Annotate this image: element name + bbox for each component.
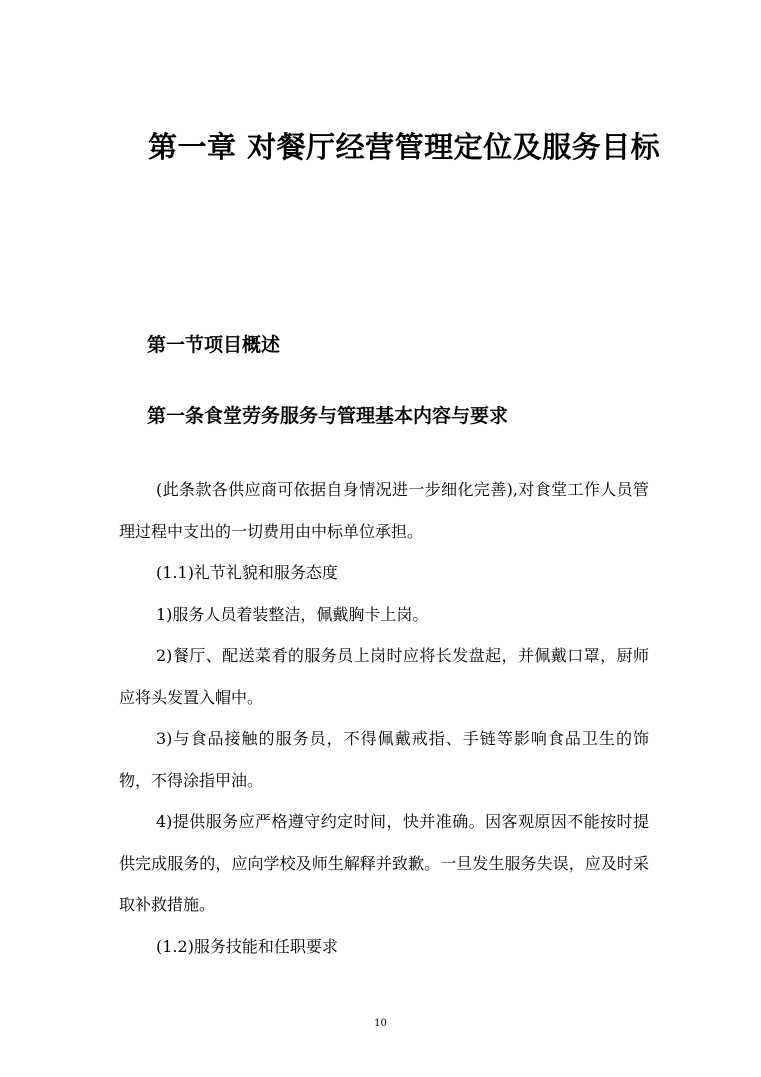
paragraph-item-4: 4)提供服务应严格遵守约定时间，快并准确。因客观原因不能按时提供完成服务的，应向学校及师生解释并致歉。一旦发生服务失误，应及时采取补救措施。	[119, 812, 649, 914]
paragraph-subheading-1-2: (1.2)服务技能和任职要求	[156, 936, 338, 956]
paragraph-item-3: 3)与食品接触的服务员，不得佩戴戒指、手链等影响食品卫生的饰物，不得涂指甲油。	[119, 729, 649, 790]
paragraph-intro: (此条款各供应商可依据自身情况进一步细化完善),对食堂工作人员管理过程中支出的一切费用由中标单位承担。	[119, 480, 649, 541]
paragraph-item-1: 1)服务人员着装整洁，佩戴胸卡上岗。	[156, 604, 429, 624]
chapter-title: 第一章 对餐厅经营管理定位及服务目标	[148, 130, 661, 164]
paragraph-item-2: 2)餐厅、配送菜肴的服务员上岗时应将长发盘起，并佩戴口罩，厨师应将头发置入帽中。	[119, 646, 649, 707]
article-heading: 第一条食堂劳务服务与管理基本内容与要求	[147, 405, 509, 427]
paragraph-subheading-1-1: (1.1)礼节礼貌和服务态度	[156, 563, 338, 582]
body-text	[119, 469, 649, 967]
section-heading: 第一节项目概述	[147, 334, 281, 356]
page-number: 10	[374, 1018, 387, 1029]
